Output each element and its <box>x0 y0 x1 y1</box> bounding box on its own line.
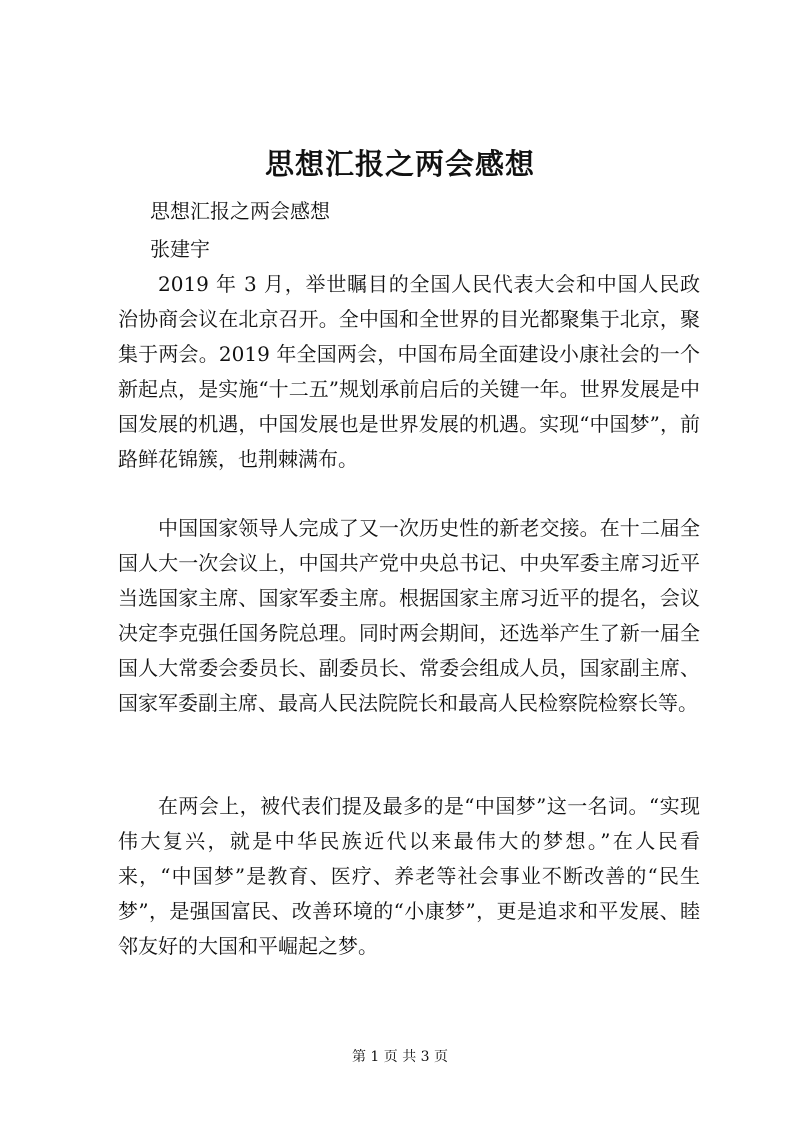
body-paragraph-1: 2019 年 3 月，举世瞩目的全国人民代表大会和中国人民政治协商会议在北京召开。全中国和全世界的目光都聚集于北京，聚集于两会。2019 年全国两会，中国布局全面建设小康社会的一个新起点，是实施“十二五”规划承前启后的关键一年。世界发展是中国发展的机遇，中国发展也是世界发展的机遇。实现“中国梦”，前路鲜花锦簇，也荆棘满布。 <box>118 272 700 471</box>
author-name: 张建宇 <box>150 237 210 261</box>
body-paragraph-2: 中国国家领导人完成了又一次历史性的新老交接。在十二届全国人大一次会议上，中国共产党中央总书记、中央军委主席习近平当选国家主席、国家军委主席。根据国家主席习近平的提名，会议决定李克强任国务院总理。同时两会期间，还选举产生了新一届全国人大常委会委员长、副委员长、常委会组成人员，国家副主席、国家军委副主席、最高人民法院院长和最高人民检察院检察长等。 <box>118 516 700 715</box>
page-footer: 第 1 页 共 3 页 <box>351 1049 449 1065</box>
document-subtitle: 思想汇报之两会感想 <box>150 199 330 223</box>
document-title: 思想汇报之两会感想 <box>264 147 535 181</box>
body-paragraph-3: 在两会上，被代表们提及最多的是“中国梦”这一名词。“实现伟大复兴，就是中华民族近代以来最伟大的梦想。”在人民看来，“中国梦”是教育、医疗、养老等社会事业不断改善的“民生梦”，是强国富民、改善环境的“小康梦”，更是追求和平发展、睦邻友好的大国和平崛起之梦。 <box>118 794 700 958</box>
